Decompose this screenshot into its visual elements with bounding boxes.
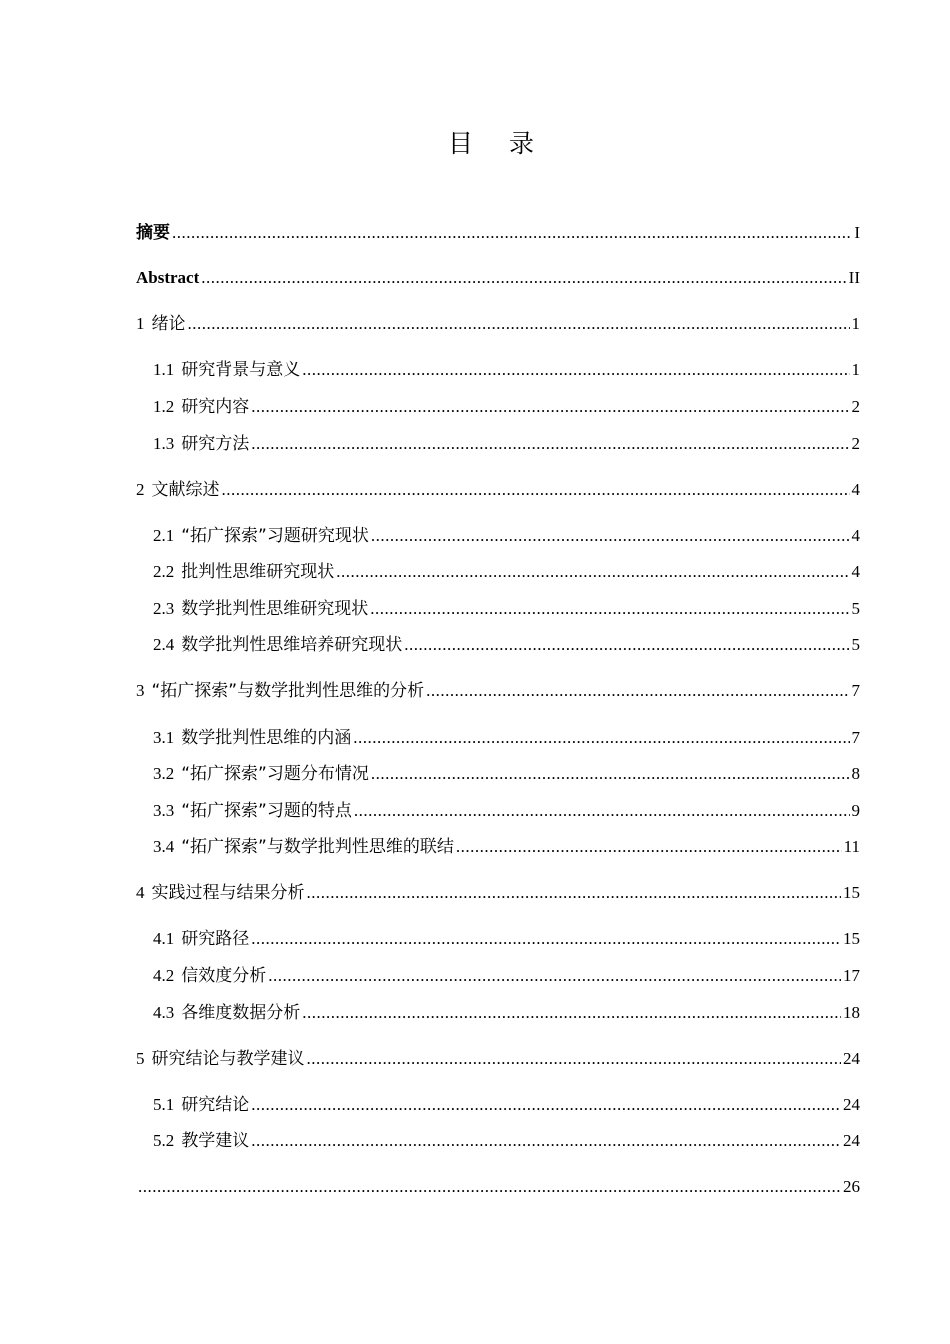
dot-leader xyxy=(302,359,849,381)
toc-page-number: 24 xyxy=(843,1131,860,1150)
toc-entry-abstract-en[interactable] xyxy=(136,267,860,289)
dot-leader xyxy=(251,1130,841,1152)
toc-entry-label: 1.1 研究背景与意义 xyxy=(153,360,301,380)
toc-page-number: 7 xyxy=(851,728,860,747)
toc-page-number: 2 xyxy=(851,397,860,416)
toc-page-number: I xyxy=(854,223,860,242)
toc-list xyxy=(136,0,860,1344)
toc-entry-section-3-3[interactable] xyxy=(153,800,860,822)
dot-leader xyxy=(371,525,850,547)
toc-page-number: 9 xyxy=(851,801,860,820)
toc-page-number: 7 xyxy=(851,681,860,700)
toc-entry-label: 3.1 数学批判性思维的内涵 xyxy=(153,728,352,748)
toc-entry-label: 3.2 “拓广探索”习题分布情况 xyxy=(153,764,369,784)
toc-entry-chapter-3[interactable] xyxy=(136,680,860,702)
toc-entry-label: 5.1 研究结论 xyxy=(153,1095,250,1115)
toc-entry-chapter-5[interactable] xyxy=(136,1048,860,1070)
dot-leader xyxy=(370,598,849,620)
toc-entry-label: 4.1 研究路径 xyxy=(153,929,250,949)
toc-entry-section-1-3[interactable] xyxy=(153,433,860,455)
toc-entry-section-4-1[interactable] xyxy=(153,928,860,950)
toc-entry-section-2-3[interactable] xyxy=(153,598,860,620)
toc-entry-label: 5 研究结论与教学建议 xyxy=(136,1049,305,1069)
dot-leader xyxy=(426,680,849,702)
toc-entry-label: 2.2 批判性思维研究现状 xyxy=(153,562,335,582)
toc-entry-section-4-2[interactable] xyxy=(153,965,860,987)
toc-entry-chapter-1[interactable] xyxy=(136,313,860,335)
toc-entry-chapter-4[interactable] xyxy=(136,882,860,904)
dot-leader xyxy=(371,763,850,785)
toc-page-number: 18 xyxy=(843,1003,860,1022)
dot-leader xyxy=(268,965,841,987)
dot-leader xyxy=(336,561,849,583)
dot-leader xyxy=(307,1048,842,1070)
toc-page-number: 4 xyxy=(851,562,860,581)
toc-entry-label: 1 绪论 xyxy=(136,314,186,334)
toc-entry-label: 4.2 信效度分析 xyxy=(153,966,267,986)
toc-page-number: 26 xyxy=(843,1177,860,1196)
toc-entry-section-1-1[interactable] xyxy=(153,359,860,381)
toc-entry-abstract-cn[interactable] xyxy=(136,222,860,244)
toc-page-number: 15 xyxy=(843,883,860,902)
dot-leader xyxy=(302,1002,841,1024)
toc-page-number: 1 xyxy=(851,360,860,379)
dot-leader xyxy=(172,222,852,244)
toc-page-number: 4 xyxy=(851,480,860,499)
toc-entry-label: 2.1 “拓广探索”习题研究现状 xyxy=(153,526,369,546)
dot-leader xyxy=(251,928,841,950)
toc-page-number: 24 xyxy=(843,1049,860,1068)
toc-entry-label: 4 实践过程与结果分析 xyxy=(136,883,305,903)
toc-page-number: II xyxy=(848,268,860,287)
toc-entry-label: 5.2 教学建议 xyxy=(153,1131,250,1151)
toc-page-number: 2 xyxy=(851,434,860,453)
dot-leader xyxy=(222,479,850,501)
dot-leader xyxy=(201,267,846,289)
toc-entry-section-3-1[interactable] xyxy=(153,727,860,749)
toc-entry-label: 4.3 各维度数据分析 xyxy=(153,1003,301,1023)
dot-leader xyxy=(456,836,842,858)
toc-page-number: 15 xyxy=(843,929,860,948)
toc-entry-label: 1.3 研究方法 xyxy=(153,434,250,454)
toc-entry-label: Abstract xyxy=(136,268,200,287)
toc-page-number: 17 xyxy=(843,966,860,985)
toc-page-number: 8 xyxy=(851,764,860,783)
toc-entry-section-4-3[interactable] xyxy=(153,1002,860,1024)
dot-leader xyxy=(353,727,849,749)
dot-leader xyxy=(251,433,849,455)
toc-entry-section-3-2[interactable] xyxy=(153,763,860,785)
toc-entry-section-2-1[interactable] xyxy=(153,525,860,547)
dot-leader xyxy=(251,1094,841,1116)
dot-leader xyxy=(188,313,850,335)
toc-entry-section-1-2[interactable] xyxy=(153,396,860,418)
toc-entry-label: 3.4 “拓广探索”与数学批判性思维的联结 xyxy=(153,837,454,857)
toc-page-number: 11 xyxy=(843,837,860,856)
dot-leader xyxy=(138,1176,841,1198)
toc-entry-section-3-4[interactable] xyxy=(153,836,860,858)
dot-leader xyxy=(354,800,850,822)
toc-entry-label: 3 “拓广探索”与数学批判性思维的分析 xyxy=(136,681,425,701)
toc-entry-section-5-1[interactable] xyxy=(153,1094,860,1116)
toc-entry-chapter-2[interactable] xyxy=(136,479,860,501)
dot-leader xyxy=(307,882,842,904)
toc-entry-label: 1.2 研究内容 xyxy=(153,397,250,417)
toc-entry-section-5-2[interactable] xyxy=(153,1130,860,1152)
dot-leader xyxy=(404,634,849,656)
toc-page-number: 5 xyxy=(851,635,860,654)
toc-entry-section-2-2[interactable] xyxy=(153,561,860,583)
toc-entry-untitled[interactable] xyxy=(136,1176,860,1198)
toc-entry-section-2-4[interactable] xyxy=(153,634,860,656)
dot-leader xyxy=(251,396,849,418)
toc-entry-label: 3.3 “拓广探索”习题的特点 xyxy=(153,801,352,821)
toc-entry-label: 2.4 数学批判性思维培养研究现状 xyxy=(153,635,403,655)
toc-page-number: 5 xyxy=(851,599,860,618)
toc-entry-label: 2 文献综述 xyxy=(136,480,220,500)
toc-page-number: 1 xyxy=(851,314,860,333)
toc-entry-label: 2.3 数学批判性思维研究现状 xyxy=(153,599,369,619)
toc-title: 目 录 xyxy=(448,129,548,158)
toc-page-number: 4 xyxy=(851,526,860,545)
toc-entry-label: 摘要 xyxy=(136,223,170,243)
toc-page-number: 24 xyxy=(843,1095,860,1114)
